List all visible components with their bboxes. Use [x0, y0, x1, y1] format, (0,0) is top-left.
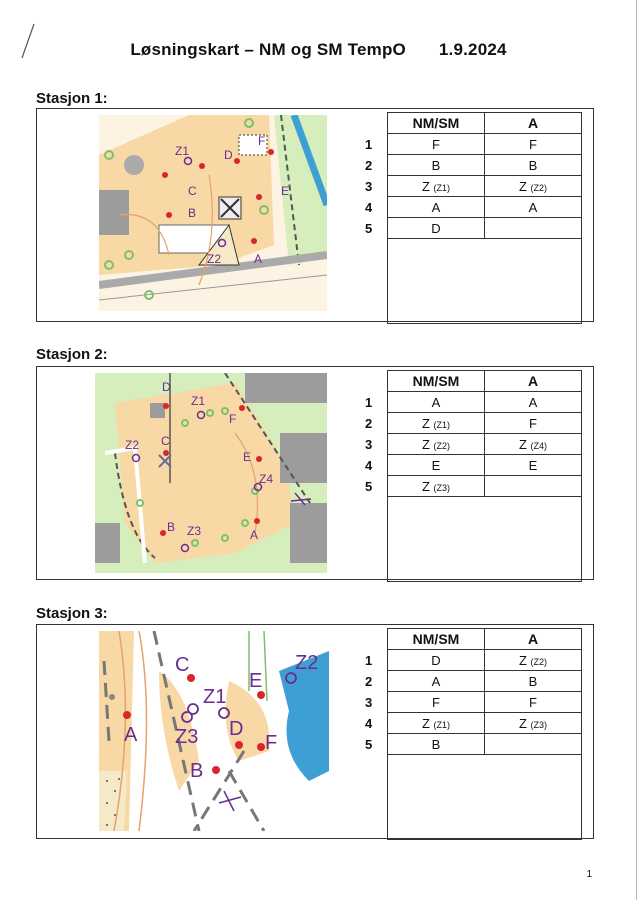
map3-label-f: F: [265, 732, 278, 754]
map2-label-c: C: [161, 434, 170, 448]
title-date: 1.9.2024: [438, 40, 507, 59]
map1-label-z2: Z2: [207, 252, 222, 266]
station-2-box: [36, 366, 594, 580]
map3-label-c: C: [175, 654, 190, 676]
station-1-label: Stasjon 1:: [36, 90, 108, 107]
table-row: 1 A A: [361, 392, 582, 413]
map2-label-b: B: [167, 520, 176, 534]
map3-label-e: E: [249, 670, 263, 692]
map1-label-d: D: [224, 148, 233, 162]
table-row: 5 B: [361, 734, 582, 755]
table-row: 4 E E: [361, 455, 582, 476]
map2-label-e: E: [243, 450, 252, 464]
table-row: 3 Z (Z1) Z (Z2): [361, 176, 582, 197]
station-2-label: Stasjon 2:: [36, 346, 108, 363]
map3-label-a: A: [124, 724, 138, 746]
map3-label-d: D: [229, 718, 244, 740]
table-header: [361, 113, 582, 134]
table-row: 4 A A: [361, 197, 582, 218]
map2-label-d: D: [162, 380, 171, 394]
map1-label-a: A: [254, 252, 263, 266]
table-header: [361, 629, 582, 650]
table-blank-row: [361, 497, 582, 582]
title-text: Løsningskart – NM og SM TempO: [130, 40, 406, 59]
table-blank-row: [361, 755, 582, 840]
map2-label-z4: Z4: [259, 472, 274, 486]
station-2-map: [95, 373, 327, 573]
table-row: 3 F F: [361, 692, 582, 713]
header-nmsm: NM/SM: [388, 629, 485, 650]
table-row: 3 Z (Z2) Z (Z4): [361, 434, 582, 455]
table-row: 2 Z (Z1) F: [361, 413, 582, 434]
header-a: A: [485, 629, 582, 650]
table-blank-row: [361, 239, 582, 324]
map2-label-z1: Z1: [191, 394, 206, 408]
table-row: 2 A B: [361, 671, 582, 692]
map2-label-a: A: [250, 528, 259, 542]
table-header: [361, 371, 582, 392]
table-row: 5 D: [361, 218, 582, 239]
header-a: A: [485, 371, 582, 392]
header-a: A: [485, 113, 582, 134]
table-row: 1 F F: [361, 134, 582, 155]
map3-label-z1: Z1: [203, 686, 227, 708]
station-3-box: [36, 624, 594, 839]
station-2-answers: [361, 370, 582, 582]
station-3-label: Stasjon 3:: [36, 605, 108, 622]
station-3-answers: [361, 628, 582, 840]
header-nmsm: NM/SM: [388, 371, 485, 392]
map3-label-z2: Z2: [295, 652, 319, 674]
page-number: 1: [586, 869, 592, 880]
map1-label-e: E: [281, 184, 290, 198]
table-row: 5 Z (Z3): [361, 476, 582, 497]
table-row: 1 D Z (Z2): [361, 650, 582, 671]
station-1-box: [36, 108, 594, 322]
page-title: [0, 40, 637, 60]
station-3-map: [99, 631, 329, 831]
map1-label-z1: Z1: [175, 144, 190, 158]
map1-label-b: B: [188, 206, 197, 220]
map2-label-z2: Z2: [125, 438, 140, 452]
table-row: 2 B B: [361, 155, 582, 176]
map3-label-z3: Z3: [175, 726, 199, 748]
map3-label-b: B: [190, 760, 204, 782]
table-row: 4 Z (Z1) Z (Z3): [361, 713, 582, 734]
station-1-map: [99, 115, 327, 311]
map1-label-c: C: [188, 184, 197, 198]
header-nmsm: NM/SM: [388, 113, 485, 134]
station-1-answers: [361, 112, 582, 324]
map2-label-z3: Z3: [187, 524, 202, 538]
map1-label-f: F: [258, 134, 266, 148]
map2-label-f: F: [229, 412, 237, 426]
